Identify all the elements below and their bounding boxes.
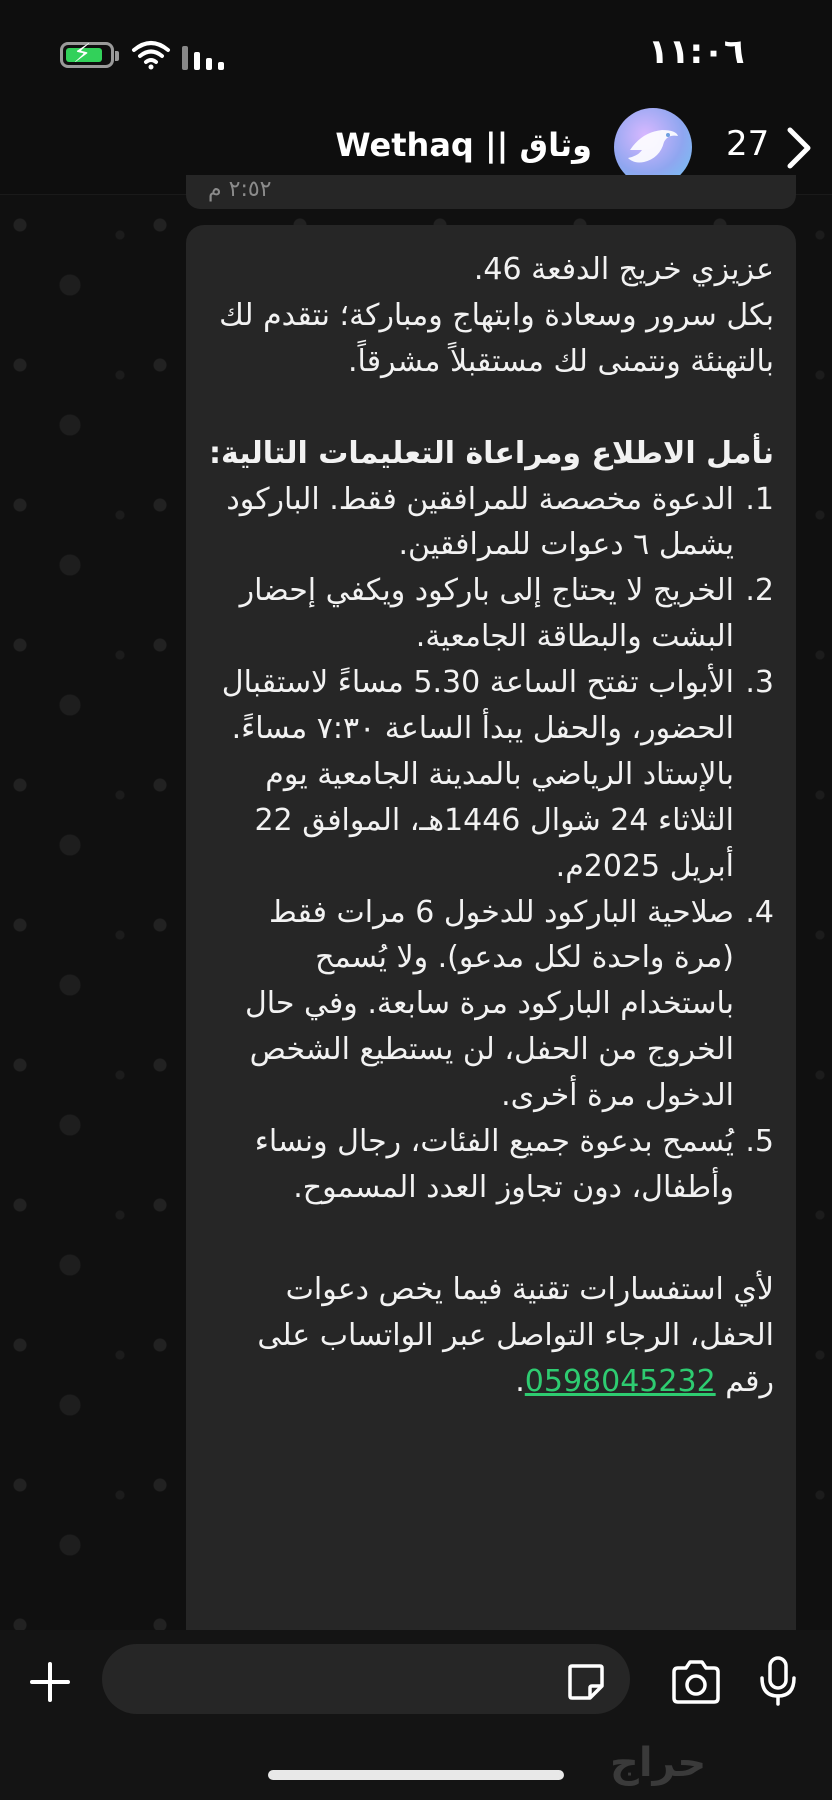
previous-message-bubble: [186, 175, 796, 209]
home-indicator[interactable]: [268, 1770, 564, 1780]
unread-count[interactable]: 27: [726, 124, 770, 164]
message-text: [202, 247, 774, 1404]
list-item: 2. الخريج لا يحتاج إلى باركود ويكفي إحضار البشت والبطاقة الجامعية.: [239, 573, 774, 655]
message-congrats: بكل سرور وسعادة وابتهاج ومباركة؛ نتقدم لك بالتهنئة ونتمنى لك مستقبلاً مشرقاً.: [219, 297, 774, 379]
list-item: 4. صلاحية الباركود للدخول 6 مرات فقط (مرة واحدة لكل مدعو). ولا يُسمح باستخدام الباركود مرة سابعة. وفي حال الخروج من الحفل، لن يستطيع الشخص الدخول مرة أخرى.: [244, 894, 774, 1114]
list-item: 5. يُسمح بدعوة جميع الفئات، رجال ونساء وأطفال، دون تجاوز العدد المسموح.: [254, 1124, 774, 1205]
status-bar: [0, 0, 832, 100]
input-bar: [0, 1630, 832, 1800]
plus-icon[interactable]: [28, 1660, 72, 1704]
list-item: 3. الأبواب تفتح الساعة 5.30 مساءً لاستقبال الحضور، والحفل يبدأ الساعة ٧:٣٠ مساءً. بالإستاد الرياضي بالمدينة الجامعية يوم الثلاثاء 24 شوال 1446هـ، الموافق 22 أبريل 2025م.: [221, 665, 774, 884]
previous-message-time: ٢:٥٢ م: [208, 177, 272, 202]
chat-area[interactable]: [0, 177, 832, 1630]
battery-icon: ⚡: [60, 42, 114, 68]
instructions-heading: نأمل الاطلاع ومراعاة التعليمات التالية:: [209, 435, 774, 471]
chat-title[interactable]: وثاق || Wethaq: [335, 126, 592, 164]
contact-paragraph: لأي استفسارات تقنية فيما يخص دعوات الحفل، الرجاء التواصل عبر الواتساب على رقم 0598045232.: [257, 1271, 774, 1399]
camera-icon[interactable]: [670, 1660, 722, 1704]
message-input[interactable]: [102, 1644, 630, 1714]
bird-logo-icon: [624, 122, 682, 172]
phone-link[interactable]: 0598045232: [524, 1363, 716, 1399]
contact-text: لأي استفسارات تقنية فيما يخص دعوات الحفل، الرجاء التواصل عبر الواتساب على رقم: [257, 1271, 774, 1399]
list-item: 1. الدعوة مخصصة للمرافقين فقط. الباركود يشمل ٦ دعوات للمرافقين.: [226, 481, 774, 563]
microphone-icon[interactable]: [758, 1656, 798, 1706]
message-greeting: عزيزي خريج الدفعة 46.: [473, 252, 774, 287]
sticker-icon[interactable]: [566, 1662, 606, 1702]
watermark-logo: حراج: [610, 1740, 707, 1786]
message-bubble[interactable]: [186, 225, 796, 1655]
instructions-list: [202, 477, 774, 1211]
status-time: ١١:٠٦: [648, 32, 745, 72]
wifi-icon: [132, 40, 170, 70]
cellular-signal-icon: [182, 44, 226, 70]
chevron-right-icon[interactable]: [784, 126, 814, 170]
